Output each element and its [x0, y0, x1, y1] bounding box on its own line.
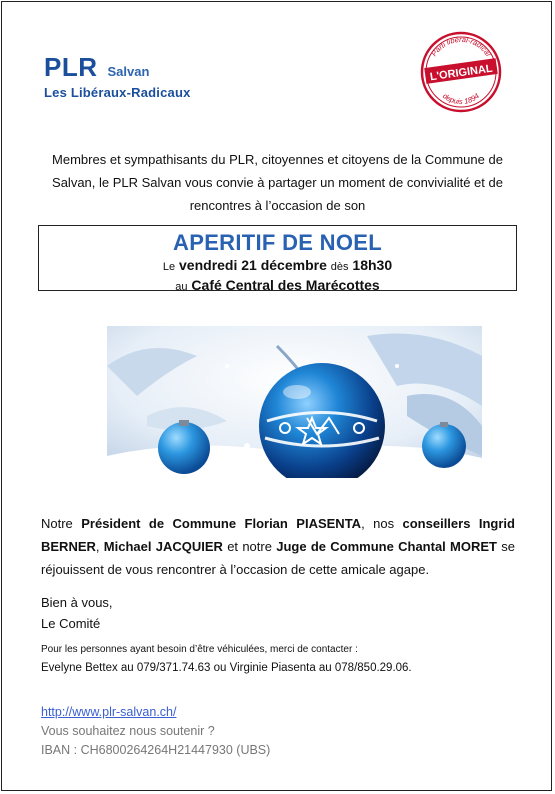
closing [41, 592, 113, 634]
closing-signature: Le Comité [41, 616, 101, 631]
event-place-prefix: au [175, 281, 188, 293]
stamp-main-text: L'ORIGINAL [429, 62, 494, 84]
iban-text: IBAN : CH6800264264H21447930 (UBS) [41, 743, 271, 757]
event-place-line [39, 276, 516, 296]
original-stamp-icon [419, 30, 503, 114]
logo-plr-text: PLR [44, 52, 98, 82]
body-councillor-2: Michael JACQUIER [103, 539, 223, 554]
body-text-3: , [95, 539, 104, 554]
event-title: APERITIF DE NOEL [173, 230, 382, 255]
event-time: 18h30 [352, 257, 393, 273]
event-date-prefix: Le [162, 261, 176, 273]
intro-paragraph: Membres et sympathisants du PLR, citoyennes et citoyens de la Commune de Salvan, le PLR Salvan vous convie à partager un moment de convivialité et de rencontres à l’occasion de son [52, 152, 503, 213]
body-text-1: Notre [41, 516, 82, 531]
logo-place-text: Salvan [107, 64, 150, 79]
event-date: vendredi 21 décembre [179, 257, 327, 273]
body-text-2: , nos [361, 516, 403, 531]
body-text-5: se réjouissent de vous rencontrer à l’occasion de cette amicale agape. [41, 539, 515, 577]
event-date-line [39, 256, 516, 276]
event-time-prefix: dès [330, 261, 349, 273]
body-paragraph [41, 512, 515, 581]
stamp-bottom-text: depuis 1894 [441, 91, 481, 107]
website-link[interactable]: http://www.plr-salvan.ch/ [41, 705, 177, 719]
event-place: Café Central des Marécottes [191, 277, 380, 293]
closing-greeting: Bien à vous, [41, 595, 113, 610]
body-judge: Juge de Commune Chantal MORET [276, 539, 497, 554]
stamp-top-text: Parti libéral-radical [429, 34, 493, 58]
support-text: Vous souhaitez nous soutenir ? [41, 724, 215, 738]
logo-subtitle: Les Libéraux-Radicaux [44, 85, 191, 100]
christmas-baubles-image [107, 326, 482, 478]
footer [41, 703, 270, 760]
body-text-4: et notre [222, 539, 277, 554]
body-president: Président de Commune Florian PIASENTA [81, 516, 362, 531]
contact-line: Evelyne Bettex au 079/371.74.63 ou Virginie Piasenta au 078/850.29.06. [41, 662, 412, 674]
plr-logo [44, 52, 191, 100]
body-councillor-1: conseillers Ingrid BERNER [41, 516, 515, 554]
contact-note: Pour les personnes ayant besoin d’être véhiculées, merci de contacter : [41, 644, 358, 655]
event-box [38, 225, 517, 291]
